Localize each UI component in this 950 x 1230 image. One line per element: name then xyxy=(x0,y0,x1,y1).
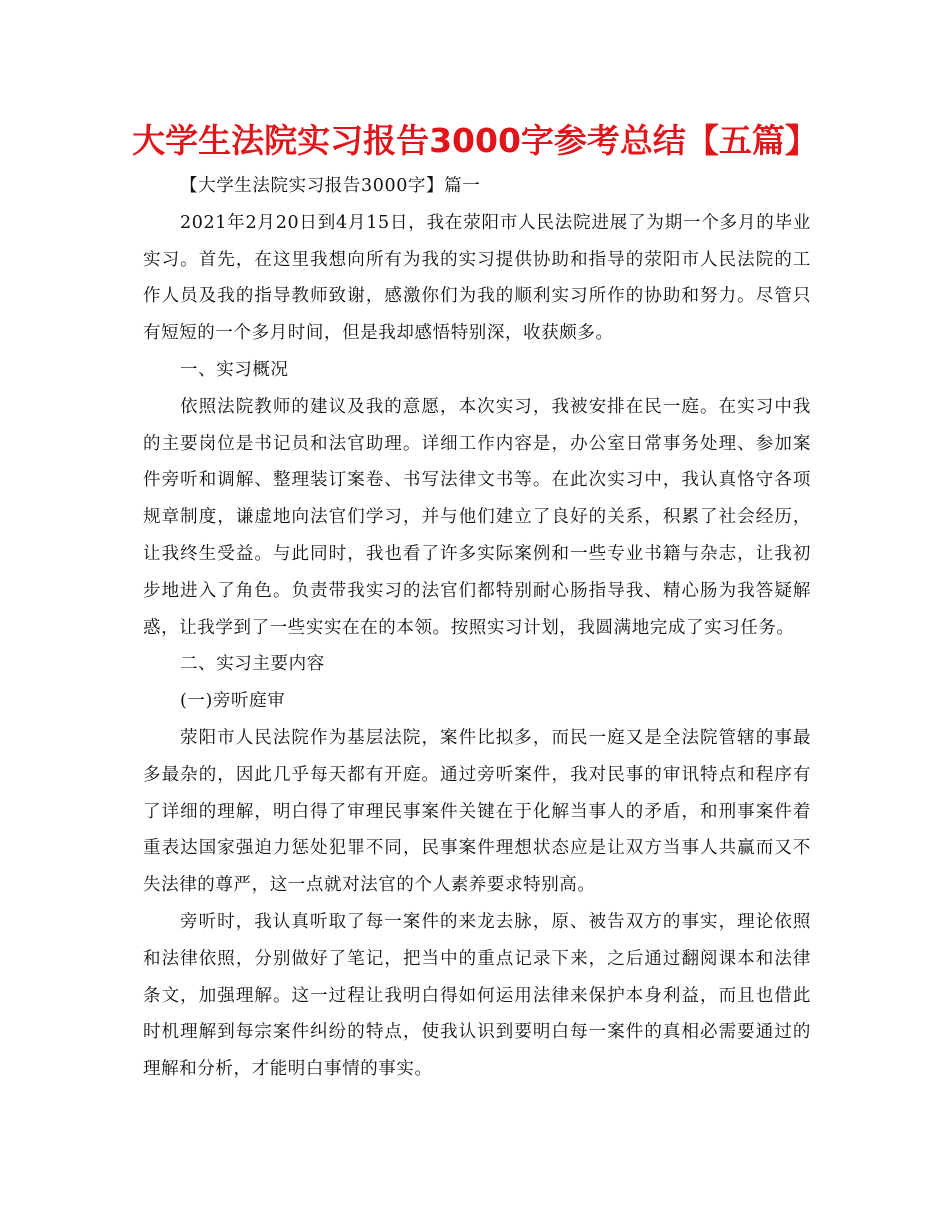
document-body xyxy=(143,168,811,1088)
paragraph-trial-observation: 荥阳市人民法院作为基层法院，案件比拟多，而民一庭又是全法院管辖的事最多最杂的，因此几乎每天都有开庭。通过旁听案件，我对民事的审讯特点和程序有了详细的理解，明白得了审理民事案件关键在于化解当事人的矛盾，和刑事案件着重表达国家强迫力惩处犯罪不同，民事案件理想状态应是让双方当事人共赢而又不失法律的尊严，这一点就对法官的个人素养要求特别高。 xyxy=(143,727,811,896)
section-heading-overview: 一、实习概况 xyxy=(180,359,289,380)
paragraph-overview: 依照法院教师的建议及我的意愿，本次实习，我被安排在民一庭。在实习中我的主要岗位是书记员和法官助理。详细工作内容是，办公室日常事务处理、参加案件旁听和调解、整理装订案卷、书写法律文书等。在此次实习中，我认真恪守各项规章制度，谦虚地向法官们学习，并与他们建立了良好的关系，积累了社会经历，让我终生受益。与此同时，我也看了许多实际案例和一些专业书籍与杂志，让我初步地进入了角色。负责带我实习的法官们都特别耐心肠指导我、精心肠为我答疑解惑，让我学到了一些实实在在的本领。按照实习计划，我圆满地完成了实习任务。 xyxy=(143,396,811,638)
paragraph-intro: 2021年2月20日到4月15日，我在荥阳市人民法院进展了为期一个多月的毕业实习。首先，在这里我想向所有为我的实习提供协助和指导的荥阳市人民法院的工作人员及我的指导教师致谢，感激你们为我的顺利实习所作的协助和努力。尽管只有短短的一个多月时间，但是我却感悟特别深，收获颇多。 xyxy=(143,212,811,344)
paragraph-trial-notes: 旁听时，我认真听取了每一案件的来龙去脉，原、被告双方的事实，理论依照和法律依照，分别做好了笔记，把当中的重点记录下来，之后通过翻阅课本和法律条文，加强理解。这一过程让我明白得如何运用法律来保护本身利益，而且也借此时机理解到每宗案件纠纷的特点，使我认识到要明白每一案件的真相必需要通过的理解和分析，才能明白事情的事实。 xyxy=(143,911,811,1080)
section-heading-main-content: 二、实习主要内容 xyxy=(180,654,325,675)
subsection-heading-trial-observation: (一)旁听庭审 xyxy=(180,691,286,712)
document-title: 大学生法院实习报告3000字参考总结【五篇】 xyxy=(132,121,818,160)
section-heading-part-one: 【大学生法院实习报告3000字】篇一 xyxy=(180,176,481,196)
